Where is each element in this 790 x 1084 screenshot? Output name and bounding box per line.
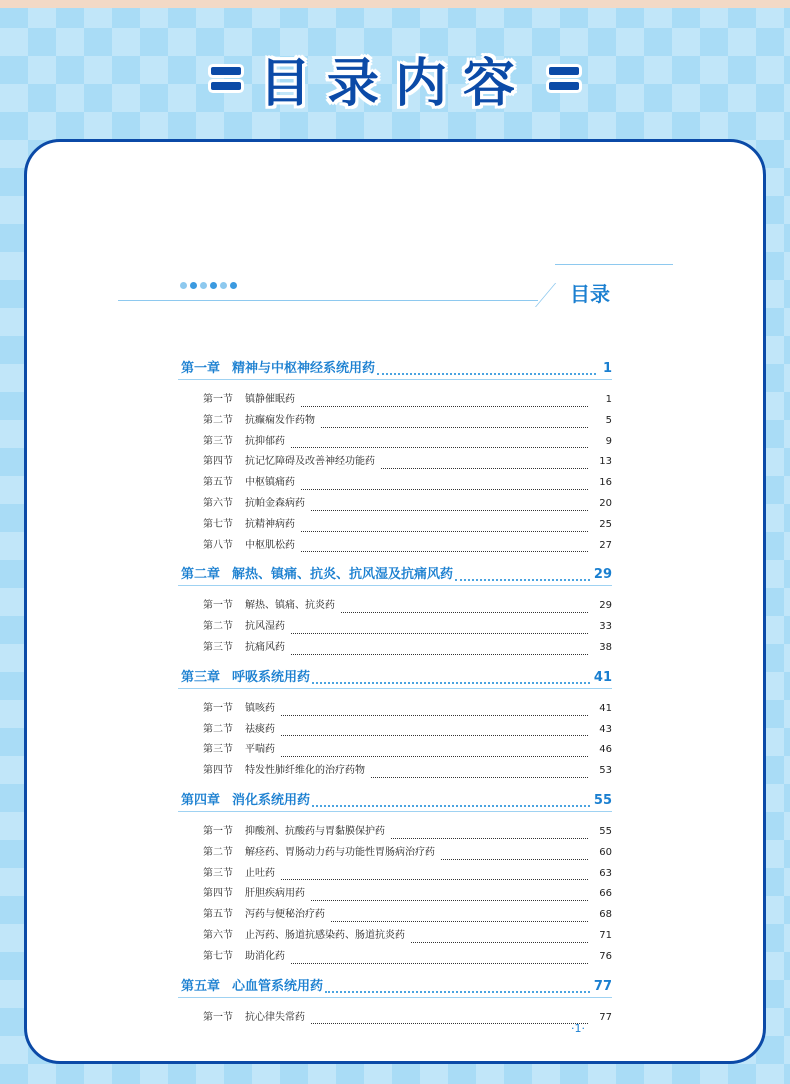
section-page: 16 <box>599 477 612 489</box>
section-entry[interactable] <box>178 1008 612 1029</box>
chapter-underline <box>178 997 612 998</box>
section-title: 抗抑郁药 <box>245 435 285 447</box>
heading-rule-left <box>118 300 538 301</box>
dot-leader <box>281 756 588 757</box>
section-number: 第二节 <box>203 621 233 633</box>
section-title: 特发性肺纤维化的治疗药物 <box>245 765 365 777</box>
dot-leader <box>301 551 588 552</box>
section-number: 第八节 <box>203 539 233 551</box>
section-number: 第五节 <box>203 909 233 921</box>
section-page: 41 <box>599 702 612 714</box>
section-title: 平喘药 <box>245 744 275 756</box>
section-entry[interactable] <box>178 596 612 617</box>
section-page: 77 <box>599 1011 612 1023</box>
chapter-entry[interactable] <box>178 789 612 811</box>
section-number: 第三节 <box>203 435 233 447</box>
section-number: 第一节 <box>203 600 233 612</box>
chapter-entry[interactable] <box>178 357 612 379</box>
section-entry[interactable] <box>178 390 612 411</box>
section-entry[interactable] <box>178 452 612 473</box>
chapter-title: 呼吸系统用药 <box>232 669 311 685</box>
chapter-underline <box>178 811 612 812</box>
chapter-page: 55 <box>593 792 612 808</box>
section-page: 9 <box>605 435 612 447</box>
page-header <box>0 38 790 118</box>
chapter-gap <box>178 1028 612 1033</box>
section-number: 第四节 <box>203 765 233 777</box>
section-number: 第六节 <box>203 497 233 509</box>
dot-leader <box>311 1023 588 1024</box>
section-title: 抗风湿药 <box>245 621 285 633</box>
section-title: 止吐药 <box>245 867 275 879</box>
left-equals-decoration <box>211 67 241 90</box>
chapter-entry[interactable] <box>178 975 612 997</box>
section-number: 第二节 <box>203 846 233 858</box>
section-entry[interactable] <box>178 905 612 926</box>
section-entry[interactable] <box>178 822 612 843</box>
chapter-gap <box>178 659 612 664</box>
section-title: 抗痛风药 <box>245 641 285 653</box>
toc-chapter <box>178 563 612 663</box>
dot-leader <box>312 805 590 807</box>
chapter-title: 精神与中枢神经系统用药 <box>232 361 376 376</box>
dots-decoration <box>180 282 237 289</box>
dot-leader <box>281 735 588 736</box>
section-title: 助消化药 <box>245 950 285 962</box>
chapter-gap <box>178 968 612 973</box>
section-title: 抗心律失常药 <box>245 1011 305 1023</box>
section-entry[interactable] <box>178 515 612 536</box>
dot-leader <box>325 991 590 993</box>
section-entry[interactable] <box>178 536 612 557</box>
section-page: 46 <box>599 744 612 756</box>
dot-leader <box>291 633 588 634</box>
section-entry[interactable] <box>178 884 612 905</box>
section-title: 抗精神病药 <box>245 518 295 530</box>
chapter-page: 29 <box>593 567 612 583</box>
section-title: 解痉药、胃肠动力药与功能性胃肠病治疗药 <box>245 846 435 858</box>
section-page: 55 <box>599 825 612 837</box>
section-page: 1 <box>605 394 612 405</box>
section-title: 抗记忆障碍及改善神经功能药 <box>245 456 375 468</box>
toc-chapter <box>178 789 612 973</box>
section-number: 第二节 <box>203 414 233 426</box>
section-page: 53 <box>599 765 612 777</box>
dot-leader <box>321 427 588 428</box>
section-title: 抗帕金森病药 <box>245 497 305 509</box>
dot-leader <box>441 859 588 860</box>
section-entry[interactable] <box>178 926 612 947</box>
dot-leader <box>311 900 588 901</box>
chapter-page: 77 <box>593 978 612 994</box>
section-entry[interactable] <box>178 740 612 761</box>
section-number: 第一节 <box>203 825 233 837</box>
dot-leader <box>281 715 588 716</box>
section-title: 祛痰药 <box>245 723 275 735</box>
dot-leader <box>291 963 588 964</box>
chapter-entry[interactable] <box>178 563 612 585</box>
section-entry[interactable] <box>178 864 612 885</box>
chapter-number: 第五章 <box>181 978 221 994</box>
table-of-contents <box>178 355 612 1033</box>
section-number: 第七节 <box>203 518 233 530</box>
section-entry[interactable] <box>178 617 612 638</box>
dot-leader <box>301 489 588 490</box>
section-page: 27 <box>599 539 612 551</box>
dot-leader <box>411 942 588 943</box>
dot-leader <box>281 879 588 880</box>
chapter-number: 第一章 <box>181 361 221 376</box>
chapter-number: 第四章 <box>181 792 221 808</box>
chapter-underline <box>178 379 612 380</box>
section-entry[interactable] <box>178 843 612 864</box>
section-page: 71 <box>599 929 612 941</box>
dot-leader <box>381 468 588 469</box>
section-page: 66 <box>599 888 612 900</box>
section-title: 镇咳药 <box>245 702 275 714</box>
toc-heading: 目录 <box>570 282 610 306</box>
chapter-title: 消化系统用药 <box>232 792 311 808</box>
section-page: 20 <box>599 497 612 509</box>
section-number: 第四节 <box>203 456 233 468</box>
section-entry[interactable] <box>178 494 612 515</box>
section-number: 第一节 <box>203 394 233 405</box>
top-strip <box>0 0 790 8</box>
section-page: 13 <box>599 456 612 468</box>
section-title: 泻药与便秘治疗药 <box>245 909 325 921</box>
dot-leader <box>312 682 590 684</box>
chapter-gap <box>178 782 612 787</box>
section-title: 镇静催眠药 <box>245 394 295 405</box>
section-page: 33 <box>599 621 612 633</box>
section-page: 38 <box>599 641 612 653</box>
dot-leader <box>301 406 588 407</box>
section-page: 63 <box>599 867 612 879</box>
toc-chapter <box>178 975 612 1034</box>
dot-leader <box>377 373 596 375</box>
section-number: 第一节 <box>203 702 233 714</box>
page-number: ·1· <box>571 1022 585 1035</box>
dot-leader <box>331 921 588 922</box>
section-entry[interactable] <box>178 947 612 968</box>
dot-leader <box>291 654 588 655</box>
dot-leader <box>301 531 588 532</box>
chapter-underline <box>178 585 612 586</box>
section-number: 第二节 <box>203 723 233 735</box>
section-page: 68 <box>599 909 612 921</box>
section-title: 中枢镇痛药 <box>245 477 295 489</box>
dot-leader <box>311 510 588 511</box>
section-number: 第四节 <box>203 888 233 900</box>
chapter-number: 第三章 <box>181 669 221 685</box>
chapter-page: 1 <box>602 361 612 376</box>
section-page: 43 <box>599 723 612 735</box>
chapter-number: 第二章 <box>181 567 221 583</box>
section-entry[interactable] <box>178 699 612 720</box>
right-equals-decoration <box>549 67 579 90</box>
section-title: 抑酸剂、抗酸药与胃黏膜保护药 <box>245 825 385 837</box>
section-page: 25 <box>599 518 612 530</box>
section-entry[interactable] <box>178 761 612 782</box>
section-entry[interactable] <box>178 473 612 494</box>
section-entry[interactable] <box>178 411 612 432</box>
section-number: 第三节 <box>203 641 233 653</box>
chapter-gap <box>178 556 612 561</box>
heading-rule-right <box>555 264 673 265</box>
chapter-title: 解热、镇痛、抗炎、抗风湿及抗痛风药 <box>232 567 454 583</box>
section-title: 抗癫痫发作药物 <box>245 414 315 426</box>
section-number: 第一节 <box>203 1011 233 1023</box>
section-page: 5 <box>605 414 612 426</box>
section-number: 第三节 <box>203 744 233 756</box>
section-page: 60 <box>599 846 612 858</box>
header-title: 目录内容 <box>258 53 531 114</box>
section-number: 第三节 <box>203 867 233 879</box>
section-page: 76 <box>599 950 612 962</box>
dot-leader <box>455 579 590 581</box>
toc-chapter <box>178 357 612 561</box>
section-title: 解热、镇痛、抗炎药 <box>245 600 335 612</box>
chapter-underline <box>178 688 612 689</box>
chapter-page: 41 <box>593 669 612 685</box>
dot-leader <box>341 612 588 613</box>
chapter-title: 心血管系统用药 <box>232 978 324 994</box>
toc-chapter <box>178 666 612 787</box>
dot-leader <box>291 447 588 448</box>
section-number: 第六节 <box>203 929 233 941</box>
section-title: 止泻药、肠道抗感染药、肠道抗炎药 <box>245 929 405 941</box>
section-entry[interactable] <box>178 432 612 453</box>
section-number: 第七节 <box>203 950 233 962</box>
chapter-entry[interactable] <box>178 666 612 688</box>
section-page: 29 <box>599 600 612 612</box>
dot-leader <box>391 838 588 839</box>
dot-leader <box>371 777 588 778</box>
section-entry[interactable] <box>178 720 612 741</box>
section-number: 第五节 <box>203 477 233 489</box>
section-title: 中枢肌松药 <box>245 539 295 551</box>
section-entry[interactable] <box>178 638 612 659</box>
section-title: 肝胆疾病用药 <box>245 888 305 900</box>
